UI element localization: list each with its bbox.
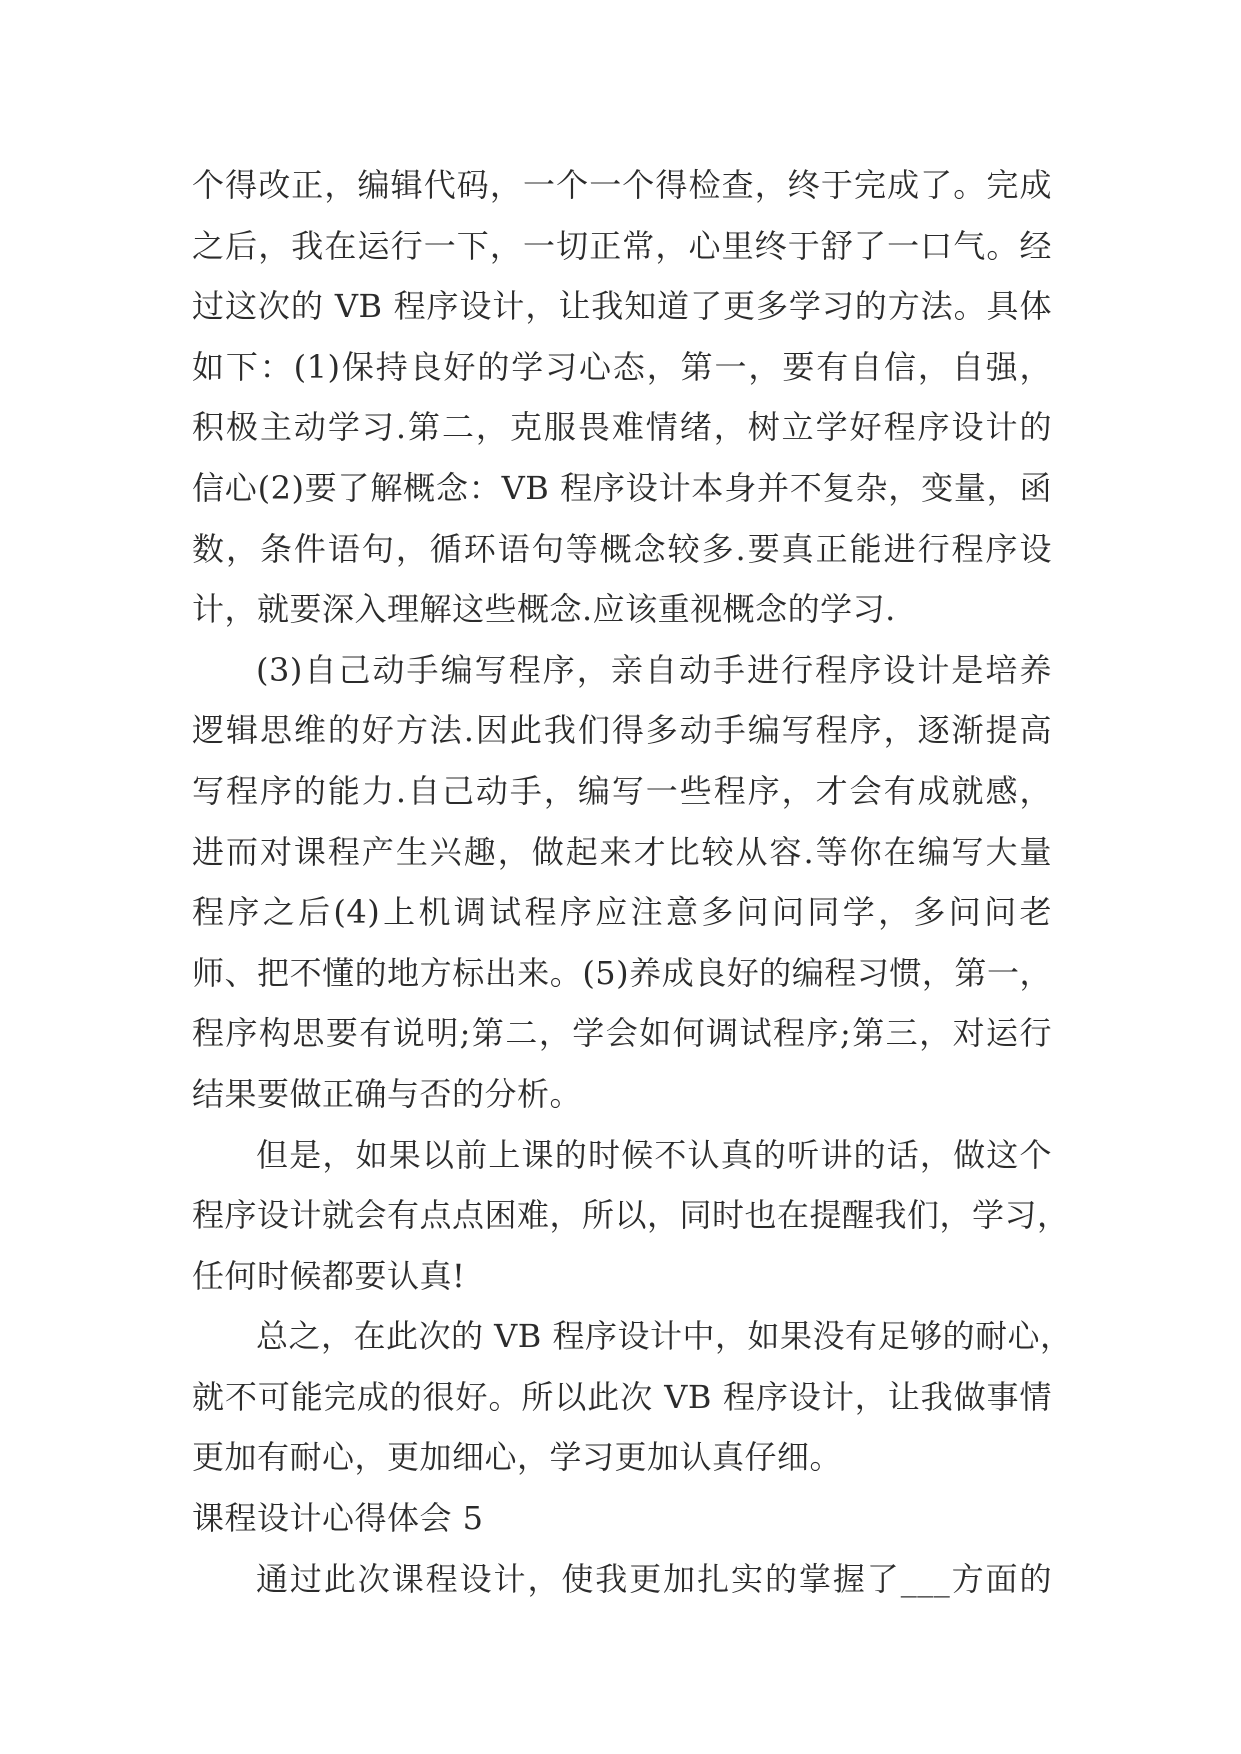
text-line: 任何时候都要认真! xyxy=(192,1256,466,1295)
paragraph-5 xyxy=(192,1549,1052,1610)
paragraph-4 xyxy=(192,1306,1073,1488)
text-line: 更加有耐心，更加细心，学习更加认真仔细。 xyxy=(192,1438,843,1477)
text-line: 信心(2)要了解概念：VB 程序设计本身并不复杂，变量，函 xyxy=(192,468,1052,507)
text-line: 师、把不懂的地方标出来。(5)养成良好的编程习惯，第一， xyxy=(192,953,1052,992)
text-line: 总之，在此次的 VB 程序设计中，如果没有足够的耐心， xyxy=(256,1317,1073,1356)
paragraph-1 xyxy=(192,155,1052,640)
text-line: 结果要做正确与否的分析。 xyxy=(192,1074,583,1113)
text-line: 数，条件语句，循环语句等概念较多.要真正能进行程序设 xyxy=(192,529,1052,568)
text-line: 之后，我在运行一下，一切正常，心里终于舒了一口气。经 xyxy=(192,226,1052,265)
text-line: 进而对课程产生兴趣，做起来才比较从容.等你在编写大量 xyxy=(192,832,1052,871)
text-line: 通过此次课程设计，使我更加扎实的掌握了___方面的 xyxy=(256,1559,1052,1598)
text-line: 计，就要深入理解这些概念.应该重视概念的学习. xyxy=(192,590,896,629)
document-body xyxy=(192,155,1073,1609)
paragraph-3 xyxy=(192,1125,1070,1307)
text-line: 逻辑思维的好方法.因此我们得多动手编写程序，逐渐提高 xyxy=(192,711,1052,750)
text-line: (3)自己动手编写程序，亲自动手进行程序设计是培养 xyxy=(256,650,1052,689)
paragraph-2 xyxy=(192,640,1052,1125)
text-line: 如下：(1)保持良好的学习心态，第一，要有自信，自强， xyxy=(192,347,1052,386)
section-heading: 课程设计心得体会 5 xyxy=(192,1499,484,1538)
text-line: 写程序的能力.自己动手，编写一些程序，才会有成就感， xyxy=(192,771,1052,810)
text-line: 程序之后(4)上机调试程序应注意多问问同学，多问问老 xyxy=(192,893,1052,932)
text-line: 程序设计就会有点点困难，所以，同时也在提醒我们，学习， xyxy=(192,1196,1070,1235)
text-line: 个得改正，编辑代码，一个一个得检查，终于完成了。完成 xyxy=(192,166,1052,204)
text-line: 但是，如果以前上课的时候不认真的听讲的话，做这个 xyxy=(256,1135,1052,1174)
text-line: 过这次的 VB 程序设计，让我知道了更多学习的方法。具体 xyxy=(192,287,1052,326)
text-line: 就不可能完成的很好。所以此次 VB 程序设计，让我做事情 xyxy=(192,1377,1052,1416)
text-line: 程序构思要有说明;第二，学会如何调试程序;第三，对运行 xyxy=(192,1014,1052,1053)
text-line: 积极主动学习.第二，克服畏难情绪，树立学好程序设计的 xyxy=(192,408,1052,447)
